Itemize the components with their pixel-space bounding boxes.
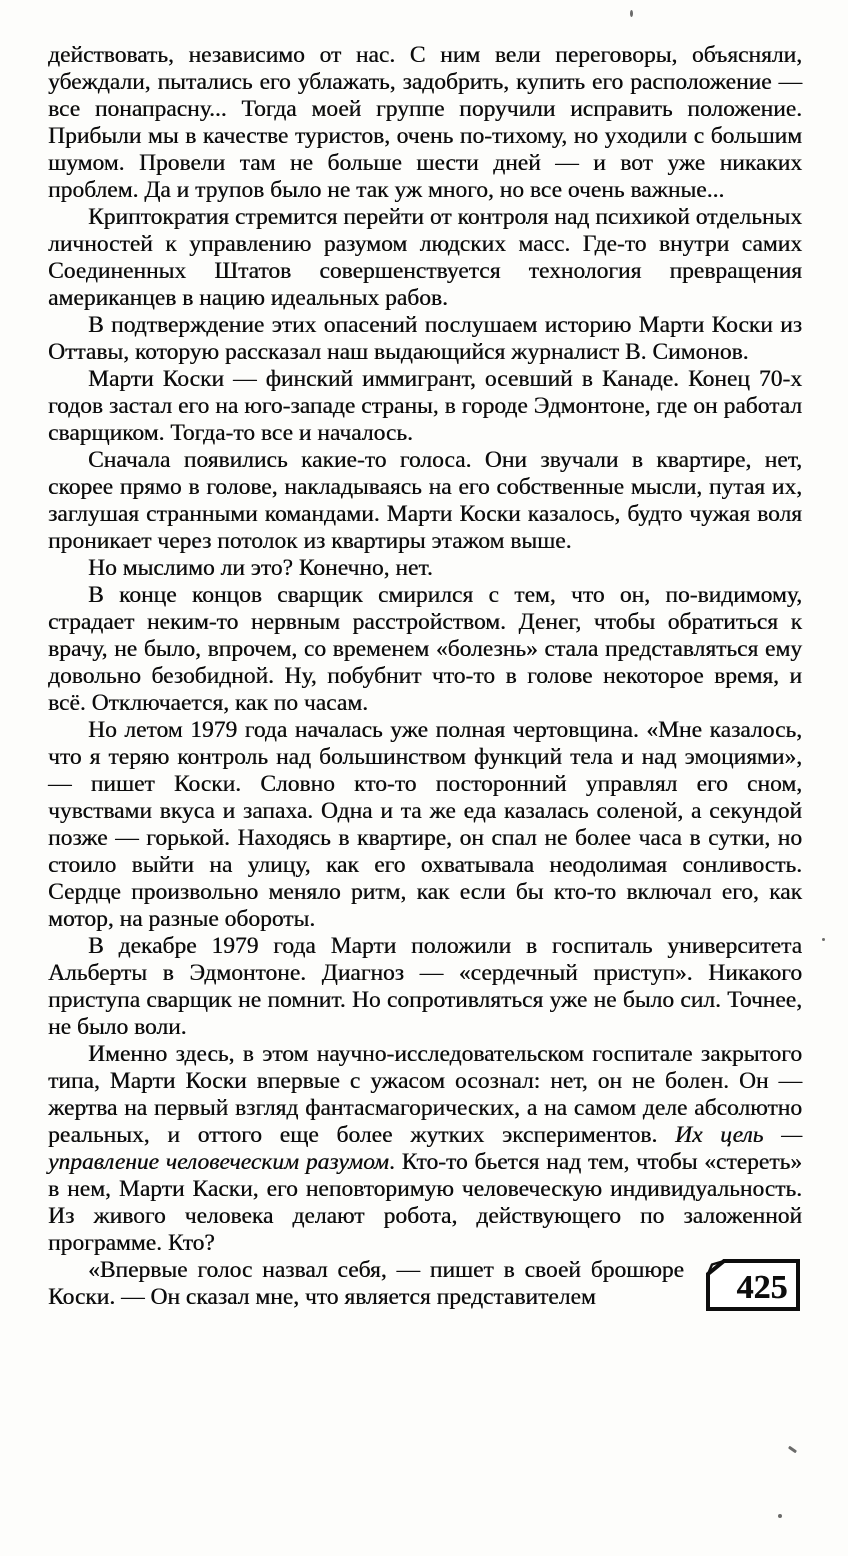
paragraph-text: . Кто-то бьется над тем, чтобы «стереть» в нем, Марти Каски, его неповторимую человеческую индивидуальность. Из живого человека делают робота, действующего по заложенной программе. Кто?: [48, 1149, 802, 1256]
paragraph-2: Криптократия стремится перейти от контроля над психикой отдельных личностей к управлению разумом людских масс. Где-то внутри самих Соединенных Штатов совершенствуется технология превращения американцев в нацию идеальных рабов.: [48, 204, 802, 311]
paragraph-5: Сначала появились какие-то голоса. Они звучали в квартире, нет, скорее прямо в голове, накладываясь на его собственные мысли, путая их, заглушая странными командами. Марти Коски казалось, будто чужая воля проникает через потолок из квартиры этажом выше.: [48, 447, 802, 554]
paragraph-text: Именно здесь, в этом научно-исследовательском госпитале закрытого типа, Марти Коски впервые с ужасом осознал: нет, он не болен. Он — жертва на первый взгляд фантасмагорических, а на самом деле абсолютно реальных, и оттого еще более жутких экспериментов.: [48, 1041, 802, 1148]
paragraph-3: В подтверждение этих опасений послушаем историю Марти Коски из Оттавы, которую рассказал наш выдающийся журналист В. Симонов.: [48, 312, 802, 365]
paragraph-11: [48, 1257, 802, 1311]
paragraph-text: «Впервые голос назвал себя, — пишет в своей брошюре Коски. — Он сказал мне, что является представителем: [48, 1257, 684, 1310]
paragraph-8: Но летом 1979 года началась уже полная чертовщина. «Мне казалось, что я теряю контроль над большинством функций тела и над эмоциями», — пишет Коски. Словно кто-то посторонний управлял его сном, чувствами вкуса и запаха. Одна и та же еда казалась соленой, а секундой позже — горькой. Находясь в квартире, он спал не более часа в сутки, но стоило выйти на улицу, как его охватывала неодолимая сонливость. Сердце произвольно меняло ритм, как если бы кто-то включал его, как мотор, на разные обороты.: [48, 717, 802, 932]
scan-speck: [630, 10, 633, 17]
scan-speck: [788, 1446, 797, 1454]
page-number-box: [704, 1257, 802, 1313]
emphasized-text: Их цель — управление человеческим разумом: [48, 1122, 802, 1175]
paragraph-6: Но мыслимо ли это? Конечно, нет.: [88, 555, 433, 581]
paragraph-9: В декабре 1979 года Марти положили в госпиталь университета Альберты в Эдмонтоне. Диагноз — «сердечный приступ». Никакого приступа сварщик не помнит. Но сопротивляться уже не было сил. Точнее, не было воли.: [48, 933, 802, 1040]
page-number-frame-icon: [704, 1257, 802, 1313]
page-number: 425: [736, 1269, 788, 1306]
paragraph-1: действовать, независимо от нас. С ним вели переговоры, объясняли, убеждали, пытались его ублажать, задобрить, купить его расположение — все понапрасну... Тогда моей группе поручили исправить положение. Прибыли мы в качестве туристов, очень по-тихому, но уходили с большим шумом. Провели там не больше шести дней — и вот уже никаких проблем. Да и трупов было не так уж много, но все очень важные...: [48, 42, 802, 203]
scan-speck: [822, 938, 825, 941]
paragraph-10: [48, 1041, 802, 1257]
paragraph-4: Марти Коски — финский иммигрант, осевший в Канаде. Конец 70-х годов застал его на юго-западе страны, в городе Эдмонтоне, где он работал сварщиком. Тогда-то все и началось.: [48, 366, 802, 446]
paragraph-7: В конце концов сварщик смирился с тем, что он, по-видимому, страдает неким-то нервным расстройством. Денег, чтобы обратиться к врачу, не было, впрочем, со временем «болезнь» стала представляться ему довольно безобидной. Ну, побубнит что-то в голове некоторое время, и всё. Отключается, как по часам.: [48, 582, 802, 716]
scan-speck: [778, 1514, 782, 1518]
